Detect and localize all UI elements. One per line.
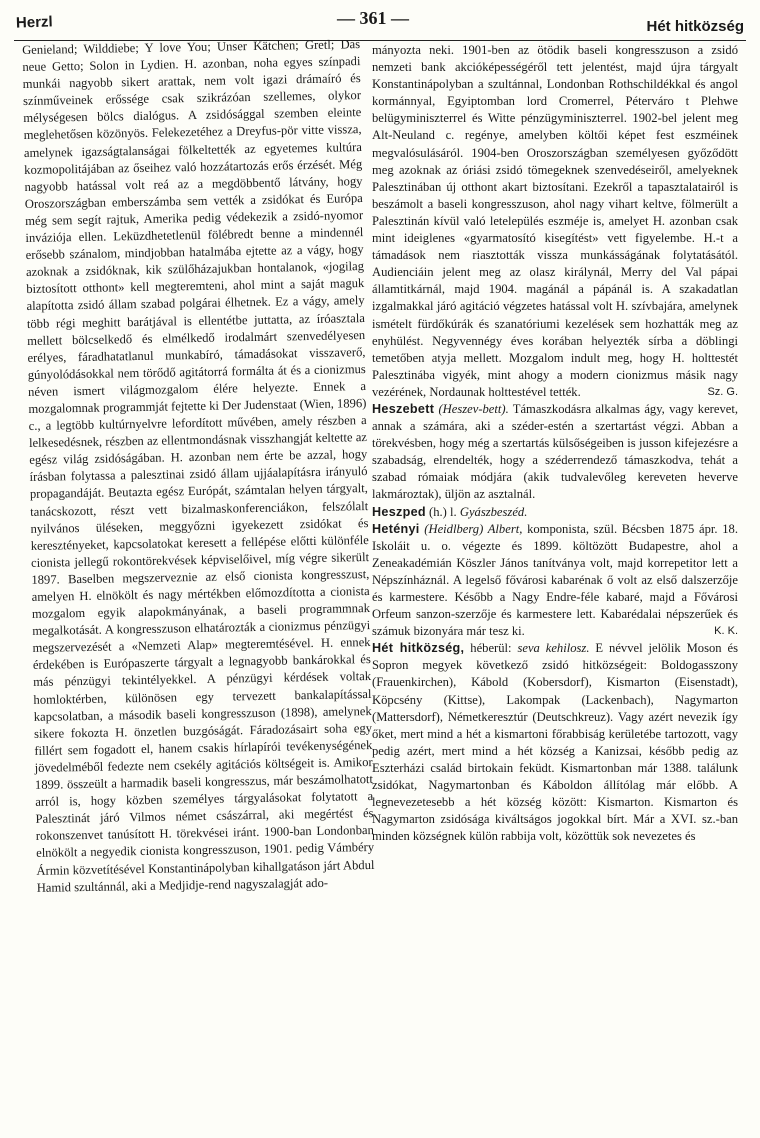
herzl-entry-continuation [372, 42, 738, 401]
hetenyi-text: komponista, szül. Bécsben 1875 ápr. 18. Iskoláit u. o. végezte és 1899. költözött Budapestre, ahol a Zeneakadémián Köszler János tanítványa volt, majd korrepetitor lett a Népszínháznál. A legelső fővárosi kabarénak ő volt az első dalszerzője és karmestere. Később a Nagy Endre-féle kabaré, majd a Fővárosi Orfeum sanzon-szerzője és karmestere lett. Kabarédalai népszerűek és számuk bizonyára már tesz ki. [372, 521, 739, 639]
het-hitkozseg-hebrew: seva kehilosz. [517, 641, 590, 656]
heszped-reference: (h.) l. [429, 504, 457, 519]
left-column [22, 36, 375, 896]
hetenyi-entry [372, 521, 738, 641]
heszebett-entry [372, 401, 738, 504]
heszped-headword: Heszped [372, 504, 426, 519]
hetenyi-signature: K. K. [714, 625, 738, 638]
het-hitkozseg-text: E névvel jelölik Moson és Sopron megyek következő zsidó hitközségeit: Boldogasszony (Frauenkirchen), Kábold (Kobersdorf), Kismarton (Eisenstadt), Köpcsény (Kittse), Lakompak (Lackenbach), Nagymarton (Mattersdorf), Németkeresztúr (Deutschkreuz). Vagy azért nevezik így őket, mert mind a hét a kismartoni főrabbiság kerületébe tartozott, vagy pedig azért, mert mind a hét község a Kanizsai, később pedig az Eszterházi család birtokain feküdt. Kismartonban már 1388. találunk zsidókat, Nagymartonban és Káboldon állítólag már előbb. A legnevezetesebb a hét község között: Kismarton. Kismarton és Nagymarton zsidósága kiváltságos jogokkal bírt. Már a XVI. sz.-ban minden községnek külön rabbija volt, közöttük sok nevezetes és [372, 641, 738, 844]
page-number: — 361 — [337, 8, 409, 28]
hetenyi-pronunciation: (Heidlberg) Albert, [424, 521, 523, 536]
het-hitkozseg-headword: Hét hitközség, [372, 641, 465, 656]
page-header [0, 0, 760, 44]
running-head-left: Herzl [15, 13, 53, 32]
herzl-signature: Sz. G. [707, 385, 738, 398]
heszped-link: Gyászbeszéd. [459, 504, 528, 519]
running-head-right: Hét hitközség [646, 18, 744, 35]
right-column [372, 42, 738, 845]
heszebett-text: Támaszkodásra alkalmas ágy, vagy kerevet, annak a számára, aki a széder-estén a szertartást végzi. Abban a törekvésben, hogy még a szertartás külsőségeiben is jusson kifejezésre a szabadság, elrendelték, hogy a széderrendező támaszkodva, tehát a szabad rómaiak módjára (akik tudvalevőleg kereveten heverve lakmároztak), üljön az asztalnál. [372, 401, 738, 502]
heszped-entry [372, 504, 738, 521]
heszebett-headword: Heszebett [372, 401, 435, 416]
het-hitkozseg-entry [372, 640, 738, 845]
herzl-entry-text: Genieland; Wilddiebe; Y love You; Unser Kätchen; Gretl; Das neue Getto; Solon in Lydien. H. azonban, noha egyes színpadi munkái nagyobb sikert arattak, nem volt igazi drámaíró és színműveinek erőssége csak szikrázóan szellemes, olykor mélységesen bölcs dialógus. A zsidósággal szemben eleinte meglehetősen közönyös. Felekezetéhez a Dreyfus-pör vitte vissza, amelynek igazságtalanságai fölkeltették az egyetemes kultúra kozmopolitájában az őseihez való hozzátartozás erős érzését. Még nagyobb hatással volt reá az a megdöbbentő látvány, hogy Oroszországban emberszámba sem vették a zsidókat és Európa még sem segít rajtuk, Amerika pedig védekezik a zsidó-nyomor inváziója ellen. Leküzdhetetlenül fölébredt benne a mindennél erősebb szánalom, mindjobban hatalmába ejtette az a vágy, hogy azoknak a zsidóknak, kik szülőházajukban hontalanok, «jogilag biztosított otthont» kell megteremteni, ahol mint a saját maguk alapította zsidó állam szabad polgárai élhetnek. Ez a vágy, amely több régi meghitt barátjával is ellentétbe juttatta, az íróasztala mellett bölcselkedő és elmélkedő irodalmárt szenvedélyesen erélyes, fáradhatatlanul munkabíró, támadásokat visszaverő, gúnyolódásokkal nem törődő agitátorrá formálta át és a cionizmus néven ismert világmozgalom élére helyezte. Ennek a mozgalomnak programmját fejtette ki Der Judenstaat (Wien, 1896) c., a legtöbb kultúrnyelvre lefordított művében, amely részben a lelkesedésnek, részben az ellentmondásnak visszhangját keltette az egész világ zsidóságában. H. azonban nem érte be azzal, hogy írásban folytassa a palesztinai zsidó állam ujjáalapításra irányuló propagandáját. Beutazta egész Európát, számtalan helyen tárgyalt, tanácskozott, részt vett bizalmaskonferenciákon, felszólalt nyilvános üléseken, meggyőzni igyekezett zsidókat és keresztényeket, kapcsolatokat keresett a fellépése előtti különféle cionista jellegű rokontörekvések képviselőivel, míg végre sikerült 1897. Baselben megszerveznie az első cionista kongresszust, amelyen H. elnökölt és nagy mértékben előmozdította a cionista mozgalom egyik alapokmányának, a baseli programmnak megalkotását. A kongresszuson elhatározták a cionizmus pénzügyi megszervezését a «Nemzeti Alap» megteremtésével. H. ennek érdekében is Európaszerte tárgyalt a legnagyobb bankárokkal és más pénzügyi tekintélyekkel. A pénzügyi kérdések voltak homloktérben, különösen egy tervezett bankalapítással kapcsolatban, a második baseli kongresszuson (1898), amelynek sikere fokozta H. önzetlen buzgóságát. Fáradozásairt soha egy fillért sem fogadott el, hanem csakis hírlapírói tevékenységének jövedelméből fedezte nem csekély agitációs költségeit is. Amikor 1899. összeült a harmadik baseli kongresszus, már beszámolhatott arról is, hogy közben személyes tárgyalásokat folytatott a Palesztinát járó Vilmos német császárral, aki megértést és rokonszenvet tanúsított H. törekvései iránt. 1900-ban Londonban elnökölt a negyedik cionista kongresszuson, 1901. pedig Vámbéry Ármin közvetítésével Konstantinápolyban kihallgatáson járt Abdul Hamid szultánnál, aki a Medjidje-rend nagyszalagját ado- [22, 37, 375, 895]
heszebett-pronunciation: (Heszev-bett). [438, 401, 509, 416]
herzl-continuation-text: mányozta neki. 1901-ben az ötödik baseli kongresszuson a zsidó nemzeti bank akcióképességéről tett jelentést, majd újra tárgyalt Konstantinápolyban a szultánnal, Londonban Rothschildékkal és angol kormánnyal, Egyiptomban lord Cromerrel, Péterváro t Plehwe belügyminiszterrel és Witte pénzügyminiszterrel. 1902-bel jelent meg Alt-Neuland c. regénye, amelyben költői képet fest eszméinek megvalósulásáról. 1904-ben Oroszországban személyesen győződött meg azoknak az óriási zsidó tömegeknek szenvedéseiről, amelyeknek Palesztinában új otthont akart biztosítani. Ezekről a tapasztalatairól is beszámolt a baseli kongresszuson, ahol nagy vihart keltve, fölmerült a Palesztinán kívül való letelepülés eszméje is, amelyet H. azonban csak mint ideiglenes «gyarmatosító kisegítést» vett figyelembe. H.-t a támadások nem riasztották vissza munkásságának folytatásától. Audienciáin jelent meg az olasz királynál, Merry del Val pápai államtitkárnál, majd 1904. magánál a pápánál is. A szakadatlan izgalmakkal járó agitáció végzetes hatással volt H. szívbajára, amelynek ismételt fürdőkúrák és szanatóriumi kezelések sem hozhatták meg az enyhülést. Negyvennégy éves korában helyezték sírba a döblingi temetőben atyja mellett. Mozgalom indult meg, hogy H. holttestét Palesztinába vigyék, mint ahogy a modern cionizmus másik nagy vezérének, Nordaunak holttestével tették. [372, 43, 738, 399]
het-hitkozseg-hebrew-label: héberül: [470, 641, 512, 656]
hetenyi-headword: Hetényi [372, 521, 420, 536]
